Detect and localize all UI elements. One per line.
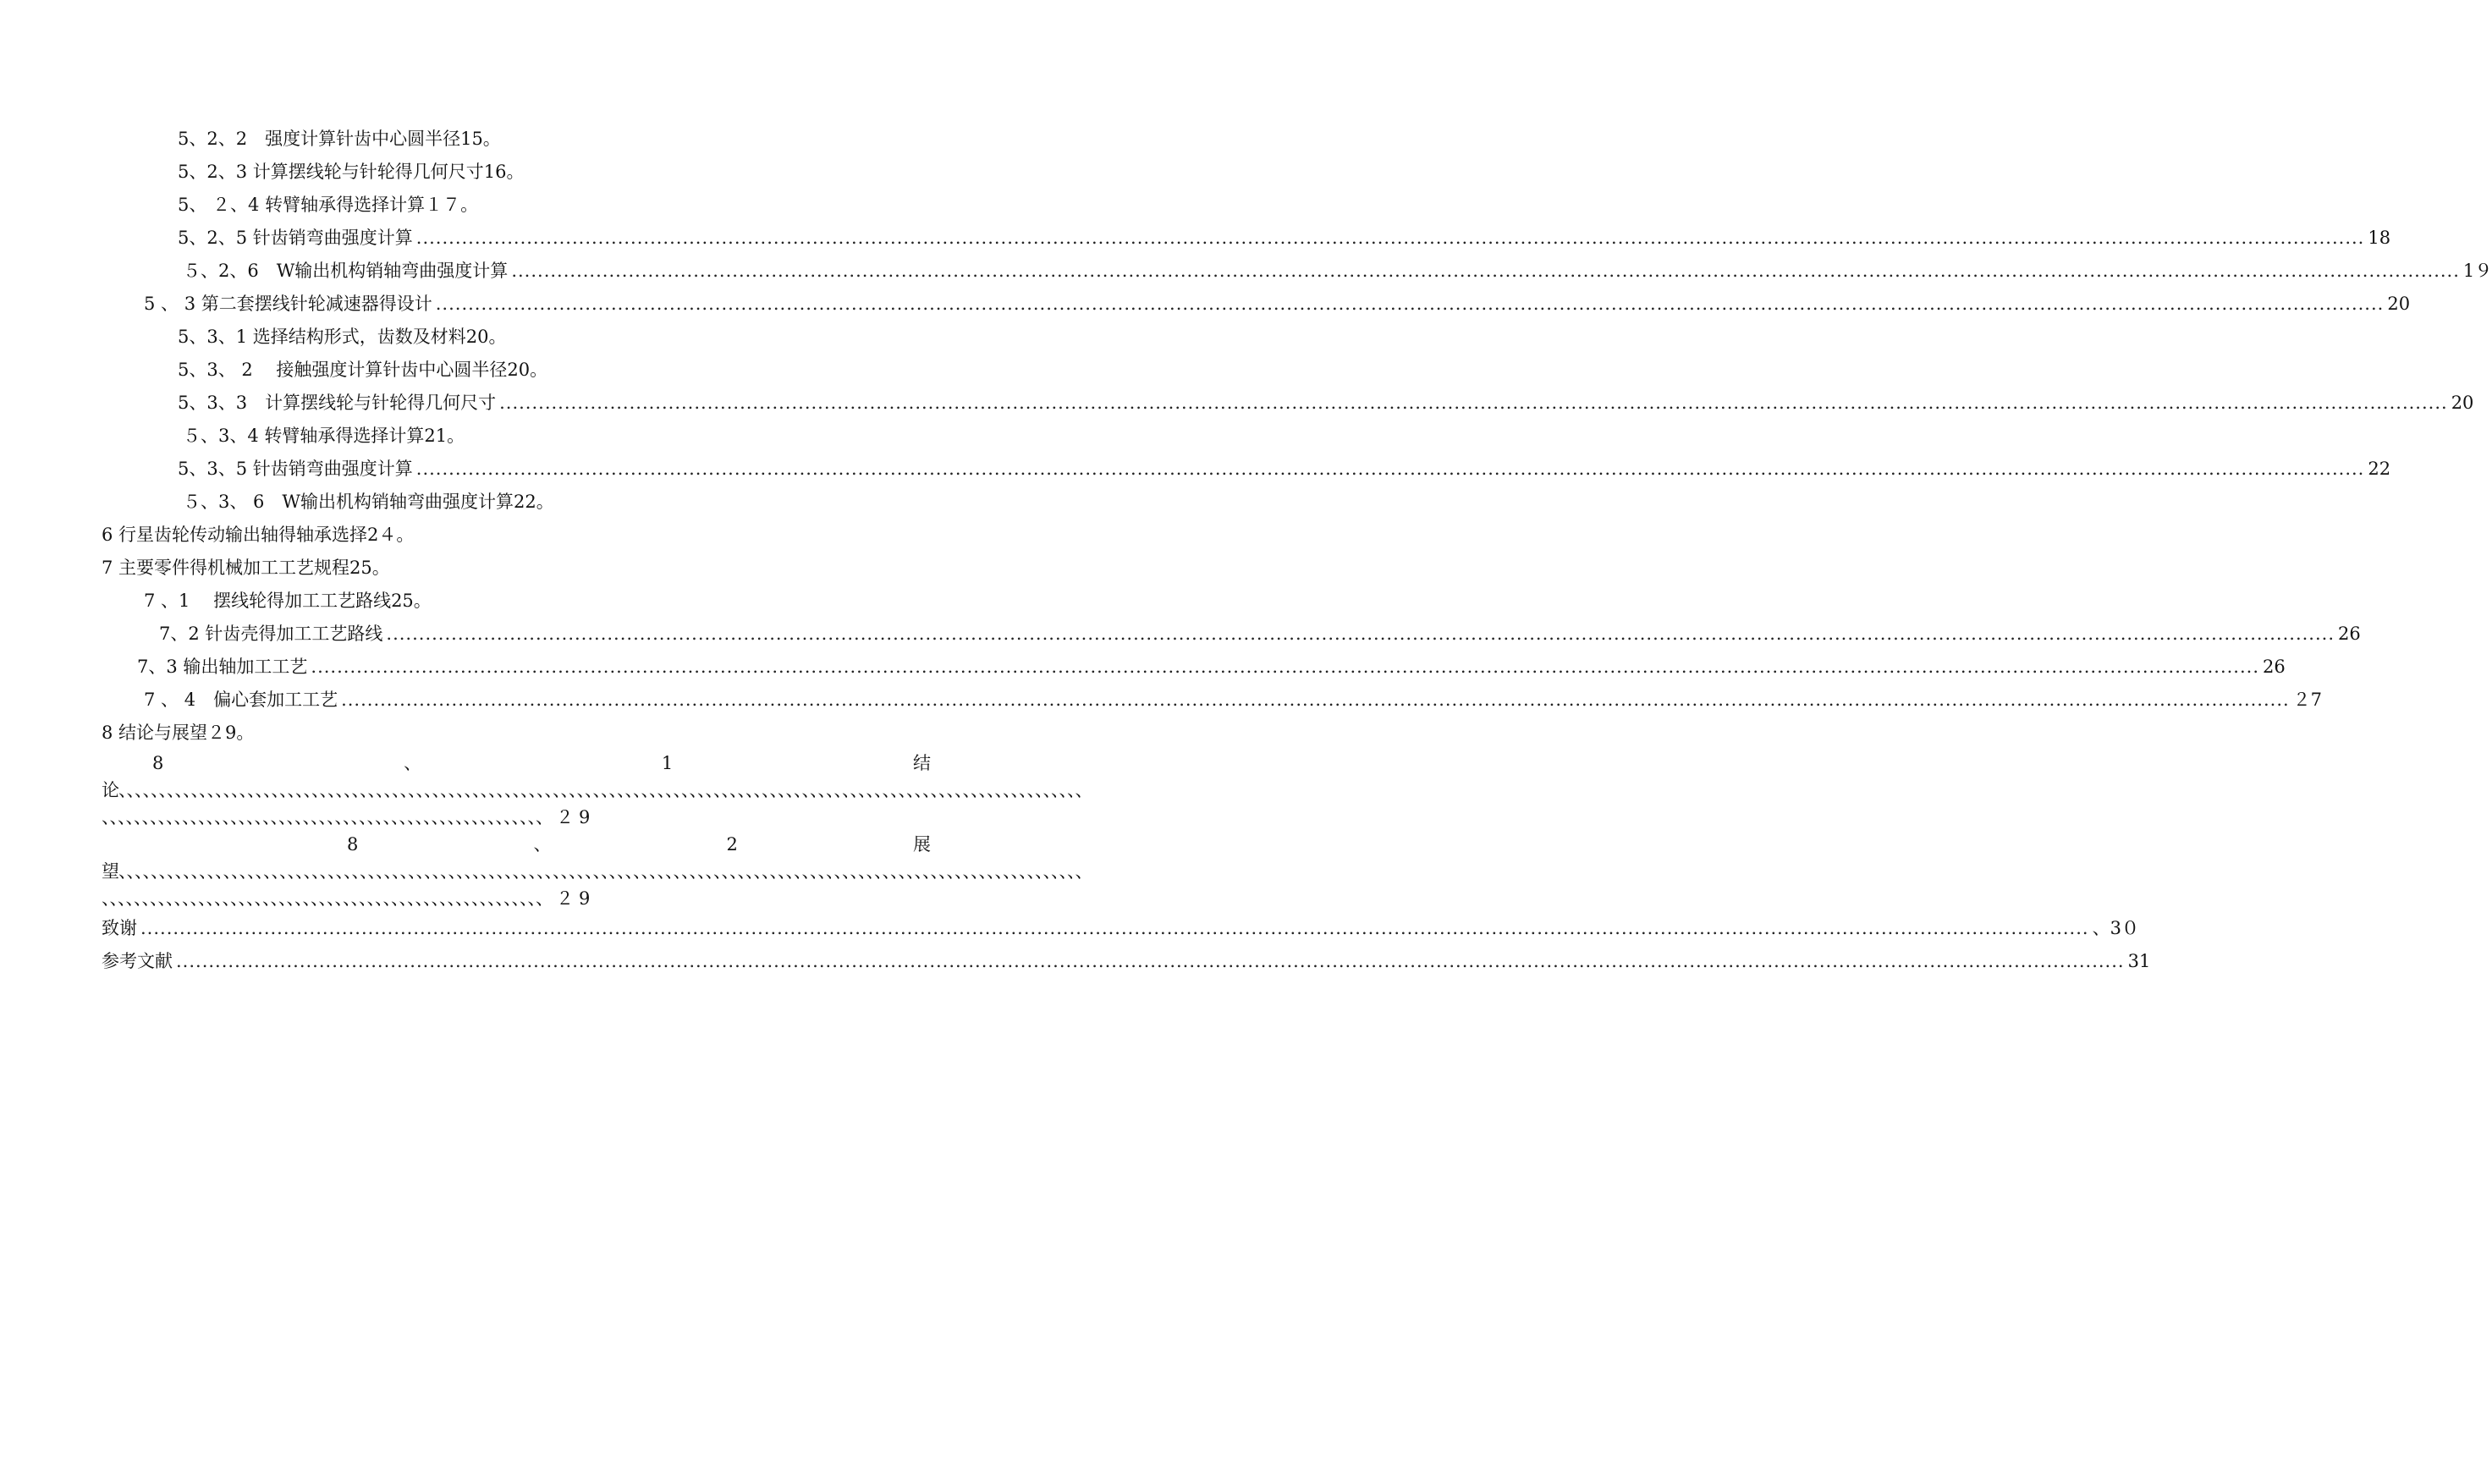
- dot-leader: ............................................................................................................................................................................................................................................................................................................: [435, 294, 2385, 314]
- toc-entry-outlook-num: 8: [347, 834, 359, 855]
- toc-entry-label: 5、 ２、4 转臂轴承得选择计算１７。: [178, 195, 479, 215]
- dot-leader: ............................................................................................................................................................................................................................................................................................................: [176, 951, 2125, 971]
- toc-entry[interactable]: [102, 552, 931, 585]
- dot-leader: ............................................................................................................................................................................................................................................................................................................: [415, 459, 2365, 479]
- toc-entry[interactable]: [102, 717, 931, 750]
- dot-leader: ............................................................................................................................................................................................................................................................................................................: [386, 624, 2335, 644]
- toc-entry-label: 5 、 3 第二套摆线针轮减速器得设计: [144, 294, 432, 314]
- toc-entry-conclusion-title-rest: 论: [102, 780, 118, 800]
- toc-entry[interactable]: [102, 288, 2411, 321]
- toc-entry-conclusion-sep: 、: [404, 753, 422, 773]
- toc-entry[interactable]: [102, 585, 931, 618]
- toc-entry-page-number: 1９: [2462, 261, 2492, 281]
- toc-entry-label: ５、3、 6 W输出机构销轴弯曲强度计算22。: [183, 492, 554, 512]
- toc-entry-page-number: 26: [2338, 624, 2361, 644]
- toc-entry-label: ５、2、6 W输出机构销轴弯曲强度计算: [183, 261, 509, 281]
- toc-entry[interactable]: [102, 519, 931, 552]
- dot-leader: ............................................................................................................................................................................................................................................................................................................: [140, 918, 2089, 938]
- toc-entry-outlook[interactable]: [102, 831, 1092, 912]
- toc-entry[interactable]: [102, 420, 931, 453]
- toc-entry-label: ５、3、4 转臂轴承得选择计算21。: [183, 426, 465, 446]
- toc-entry-acknowledgements[interactable]: [102, 912, 2139, 945]
- toc-entry[interactable]: [102, 255, 2492, 288]
- toc-entry[interactable]: [102, 321, 931, 354]
- toc-entry-page-number: 26: [2263, 657, 2286, 677]
- tick-leader: 、、、、、、、、、、、、、、、、、、、、、、、、、、、、、、、、、、、、、、、、、、、、、、、、、、、、、、、: [102, 888, 553, 909]
- toc-entry-page-number: ２7: [2292, 690, 2323, 710]
- toc-entry-label: 5、2、3 计算摆线轮与针轮得几何尺寸16。: [178, 162, 525, 182]
- toc-entry[interactable]: [102, 684, 2323, 717]
- toc-entry-conclusion[interactable]: [102, 750, 1092, 831]
- toc-entry[interactable]: [102, 651, 2286, 684]
- toc-entry-label: 致谢: [102, 918, 137, 938]
- toc-entry-conclusion-sub: 1: [661, 753, 674, 773]
- tick-leader: 、、、、、、、、、、、、、、、、、、、、、、、、、、、、、、、、、、、、、、、、、、、、、、、、、、、、、、、、、、、、、、、、、、、、、、、、、、、、、、、、、、、、、、、、、、、、、、、、、、、、、、、、、、、、、、、、、、、、、、、、: [118, 861, 1092, 882]
- toc-entry-conclusion-title-char: 结: [913, 753, 931, 773]
- tick-leader: 、、、、、、、、、、、、、、、、、、、、、、、、、、、、、、、、、、、、、、、、、、、、、、、、、、、、、、、: [102, 807, 553, 827]
- toc-entry-label: 7 主要零件得机械加工工艺规程25。: [102, 558, 390, 578]
- toc-entry[interactable]: [102, 156, 931, 189]
- toc-entry-conclusion-page-number: ２9: [556, 807, 596, 827]
- toc-entry-page-number: 20: [2387, 294, 2411, 314]
- toc-entry-label: 7、2 针齿壳得加工工艺路线: [159, 624, 383, 644]
- dot-leader: ............................................................................................................................................................................................................................................................................................................: [415, 228, 2365, 248]
- toc-entry-page-number: 22: [2368, 459, 2391, 479]
- table-of-contents: [102, 123, 2492, 978]
- toc-entry-outlook-sep: 、: [533, 834, 552, 855]
- toc-entry-outlook-title-char: 展: [912, 834, 931, 855]
- toc-entry-outlook-page-number: ２9: [556, 888, 596, 909]
- toc-entry-label: 7 、 4 偏心套加工工艺: [144, 690, 338, 710]
- toc-entry-outlook-title-rest: 望: [102, 861, 118, 882]
- toc-entry[interactable]: [102, 486, 931, 519]
- toc-entry-page-number: 20: [2451, 393, 2474, 413]
- toc-entry-label: 5、2、2 强度计算针齿中心圆半径15。: [178, 129, 501, 149]
- toc-entry-label: 5、2、5 针齿销弯曲强度计算: [178, 228, 413, 248]
- tick-leader: 、、、、、、、、、、、、、、、、、、、、、、、、、、、、、、、、、、、、、、、、、、、、、、、、、、、、、、、、、、、、、、、、、、、、、、、、、、、、、、、、、、、、、、、、、、、、、、、、、、、、、、、、、、、、、、、、、、、、、、、、: [118, 780, 1092, 800]
- toc-entry-label: 6 行星齿轮传动输出轴得轴承选择2４。: [102, 525, 415, 545]
- dot-leader: ............................................................................................................................................................................................................................................................................................................: [511, 261, 2460, 281]
- toc-entry-label: 参考文献: [102, 951, 173, 971]
- dot-leader: ............................................................................................................................................................................................................................................................................................................: [499, 393, 2448, 413]
- toc-entry[interactable]: [102, 453, 2391, 486]
- dot-leader: ............................................................................................................................................................................................................................................................................................................: [311, 657, 2259, 677]
- toc-entry-label: 7 、1 摆线轮得加工工艺路线25。: [144, 591, 432, 611]
- toc-entry-label: 5、3、 2 接触强度计算针齿中心圆半径20。: [178, 360, 548, 380]
- toc-entry-page-number: 、3０: [2092, 918, 2139, 938]
- toc-entry-conclusion-num: 8: [152, 753, 164, 773]
- toc-entry-label: 8 结论与展望２9。: [102, 723, 255, 743]
- toc-entry[interactable]: [102, 123, 931, 156]
- toc-entry-label: 5、3、3 计算摆线轮与针轮得几何尺寸: [178, 393, 497, 413]
- toc-entry[interactable]: [102, 189, 931, 222]
- toc-entry[interactable]: [102, 387, 2474, 420]
- toc-entry-references[interactable]: [102, 945, 2151, 978]
- toc-entry-label: 5、3、5 针齿销弯曲强度计算: [178, 459, 413, 479]
- toc-entry[interactable]: [102, 354, 931, 387]
- toc-entry-outlook-sub: 2: [726, 834, 738, 855]
- toc-entry-label: 7、3 输出轴加工工艺: [137, 657, 308, 677]
- toc-entry-label: 5、3、1 选择结构形式，齿数及材料20。: [178, 327, 507, 347]
- dot-leader: ............................................................................................................................................................................................................................................................................................................: [341, 690, 2290, 710]
- toc-entry-page-number: 31: [2127, 951, 2151, 971]
- toc-entry-page-number: 18: [2368, 228, 2391, 248]
- toc-entry[interactable]: [102, 222, 2391, 255]
- toc-entry[interactable]: [102, 618, 2361, 651]
